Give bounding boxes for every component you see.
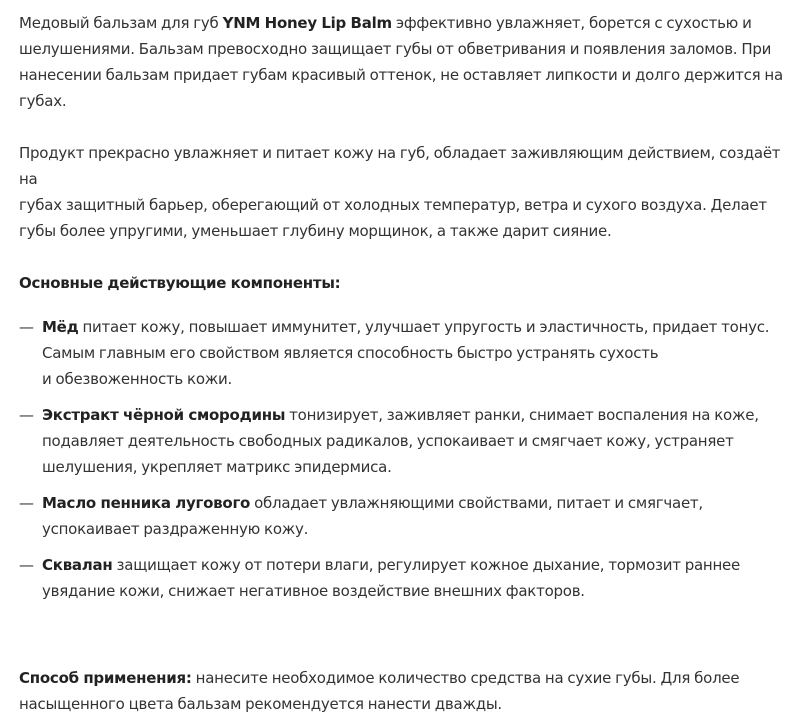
usage-line2: насыщенного цвета бальзам рекомендуется нанести дважды. [19,695,502,713]
description-paragraph [19,140,799,244]
intro-text-line1: эффективно увлажняет, борется с сухостью и [391,14,752,32]
component-text: защищает кожу от потери влаги, регулирует кожное дыхание, тормозит раннее [112,556,741,574]
intro-text-start: Медовый бальзам для губ [19,14,223,32]
dash-marker: — [19,494,34,512]
description-line2: губах защитный барьер, оберегающий от холодных температур, ветра и сухого воздуха. Делает [19,196,767,214]
component-text: шелушения, укрепляет матрикс эпидермиса. [42,458,392,476]
component-text: тонизирует, заживляет ранки, снимает воспаления на коже, [285,406,759,424]
component-text: и обезвоженность кожи. [42,370,233,388]
component-name: Масло пенника лугового [42,494,251,512]
components-list [19,314,799,604]
usage-label: Способ применения: [19,669,192,687]
dash-marker: — [19,556,34,574]
components-heading-text: Основные действующие компоненты: [19,274,341,292]
component-name: Экстракт чёрной смородины [42,406,286,424]
list-item [19,490,799,542]
dash-marker: — [19,406,34,424]
components-heading [19,270,799,296]
component-name: Сквалан [42,556,113,574]
intro-text-line3: нанесении бальзам придает губам красивый оттенок, не оставляет липкости и долго держится на [19,66,783,84]
component-text: Самым главным его свойством является способность быстро устранять сухость [42,344,659,362]
component-text: успокаивает раздраженную кожу. [42,520,309,538]
dash-marker: — [19,318,34,336]
product-name: YNM Honey Lip Balm [222,14,392,32]
intro-text-line2: шелушениями. Бальзам превосходно защищает губы от обветривания и появления заломов. При [19,40,772,58]
component-name: Мёд [42,318,79,336]
list-item [19,552,799,604]
list-item [19,314,799,392]
list-item [19,402,799,480]
description-line3: губы более упругими, уменьшает глубину морщинок, а также дарит сияние. [19,222,612,240]
component-text: увядание кожи, снижает негативное воздействие внешних факторов. [42,582,585,600]
description-line1: Продукт прекрасно увлажняет и питает кожу на губ, обладает заживляющим действием, создаёт на [19,144,781,188]
usage-line1: нанесите необходимое количество средства на сухие губы. Для более [191,669,740,687]
intro-text-line4: губах. [19,92,67,110]
component-text: обладает увлажняющими свойствами, питает и смягчает, [250,494,703,512]
component-text: подавляет деятельность свободных радикалов, успокаивает и смягчает кожу, устраняет [42,432,734,450]
component-text: питает кожу, повышает иммунитет, улучшает упругость и эластичность, придает тонус. [78,318,770,336]
usage-paragraph [19,665,799,717]
intro-paragraph [19,10,799,114]
